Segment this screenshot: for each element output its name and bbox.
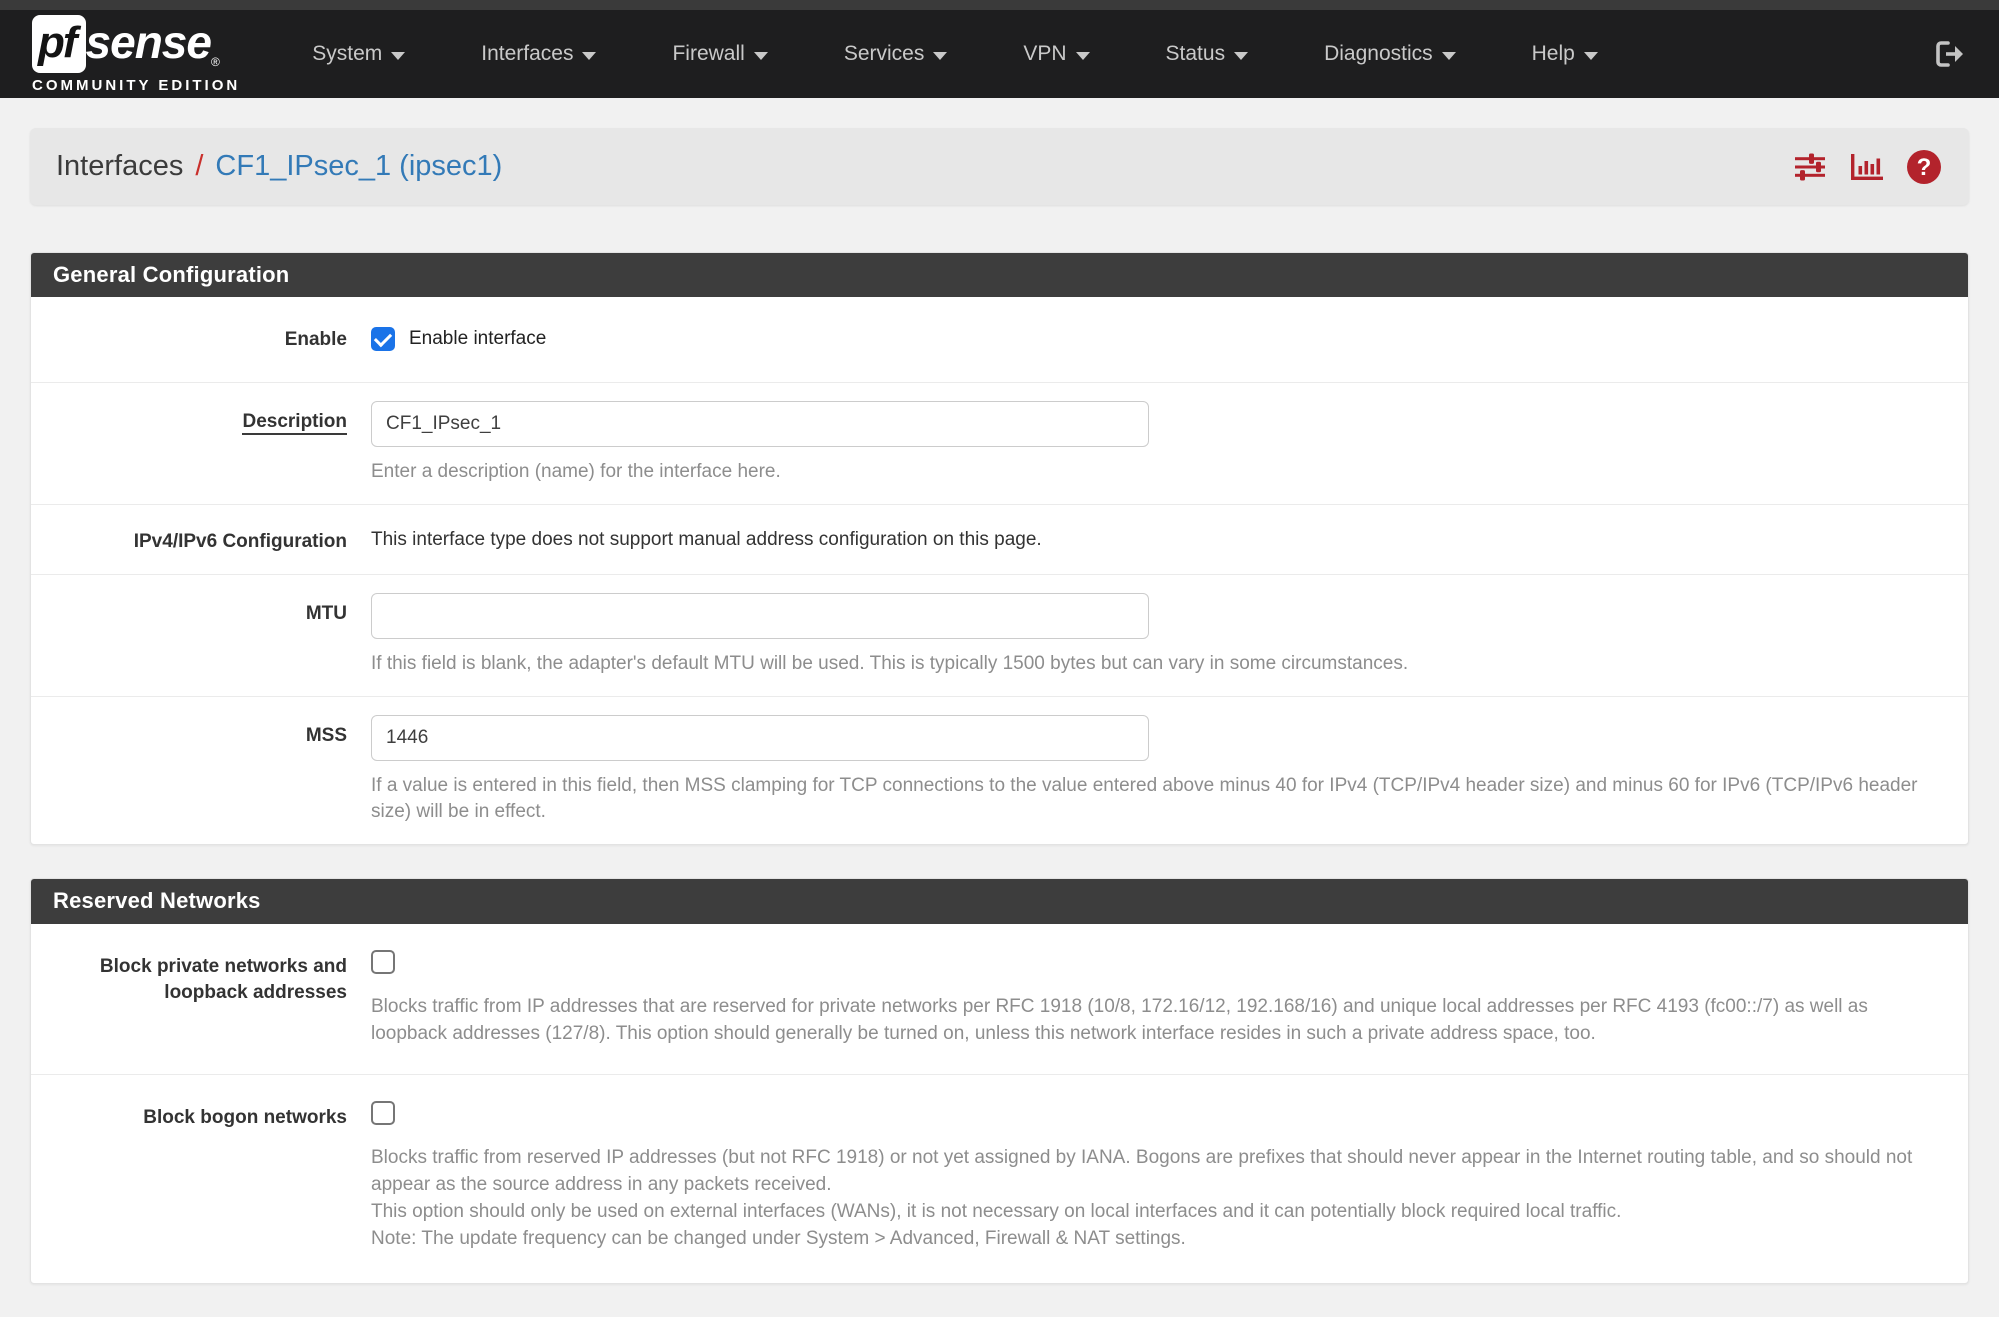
enable-label: Enable (284, 329, 347, 351)
mtu-help: If this field is blank, the adapter's default MTU will be used. This is typically 1500 bytes but can vary in some circumstances. (371, 652, 1409, 674)
mtu-input[interactable] (371, 593, 1149, 639)
mtu-row (31, 575, 1968, 697)
nav-item-label: Help (1531, 42, 1575, 65)
main-navbar (0, 10, 1999, 98)
pfsense-logo-text (32, 15, 240, 73)
mss-input[interactable] (371, 715, 1149, 761)
caret-down-icon (582, 52, 596, 60)
block-bogon-help-2: This option should only be used on external interfaces (WANs), it is not necessary on local interfaces and it can potentially block required local traffic. (371, 1200, 1622, 1222)
caret-down-icon (1076, 52, 1090, 60)
caret-down-icon (1234, 52, 1248, 60)
reserved-networks-heading: Reserved Networks (31, 879, 1968, 923)
nav-item-label: System (312, 42, 383, 65)
status-sliders-icon[interactable] (1793, 152, 1827, 182)
nav-item-help[interactable] (1532, 42, 1598, 66)
enable-row (31, 297, 1968, 383)
enable-interface-toggle[interactable] (371, 325, 1944, 351)
breadcrumb-page-link[interactable]: CF1_IPsec_1 (ipsec1) (215, 150, 503, 182)
block-private-row (31, 924, 1968, 1075)
breadcrumb-separator: / (195, 150, 204, 182)
block-bogon-checkbox[interactable] (371, 1101, 395, 1125)
block-private-help: Blocks traffic from IP addresses that are reserved for private networks per RFC 1918 (10/8, 172.16/12, 192.168/16) and unique local addresses per RFC 4193 (fc00::/7) as well as loopback addresses (127/8). This option should generally be turned on, unless this network interface resides in such a private address space, too. (371, 995, 1868, 1044)
block-bogon-help-1: Blocks traffic from reserved IP addresses (but not RFC 1918) or not yet assigned by IANA. Bogons are prefixes that should never appear in the Internet routing table, and so should not appear as the source address in any packets received. (371, 1146, 1913, 1195)
ip-configuration-row (31, 505, 1968, 575)
breadcrumb-section: Interfaces (56, 150, 184, 182)
nav-item-status[interactable] (1166, 42, 1249, 66)
description-label (31, 401, 371, 486)
top-strip (0, 0, 1999, 10)
pfsense-logo-pf: pf (32, 15, 86, 73)
caret-down-icon (933, 52, 947, 60)
breadcrumb (30, 128, 1969, 205)
mss-row (31, 697, 1968, 845)
mtu-label: MTU (305, 602, 347, 624)
nav-item-diagnostics[interactable] (1324, 42, 1456, 66)
enable-interface-label[interactable]: Enable interface (409, 328, 547, 350)
nav-item-label: Status (1165, 42, 1226, 65)
breadcrumb-actions (1793, 148, 1943, 186)
caret-down-icon (1442, 52, 1456, 60)
nav-item-services[interactable] (844, 42, 948, 66)
nav-item-firewall[interactable] (672, 42, 767, 66)
reserved-networks-panel (30, 878, 1969, 1283)
pfsense-logo[interactable] (32, 15, 240, 94)
block-private-label: Block private networks and loopback addresses (99, 955, 347, 1004)
registered-mark: ® (210, 54, 220, 69)
nav-item-label: Diagnostics (1324, 42, 1433, 65)
monitoring-chart-icon[interactable] (1849, 152, 1883, 182)
block-bogon-help-3: Note: The update frequency can be changed under System > Advanced, Firewall & NAT settings. (371, 1227, 1186, 1249)
help-icon[interactable] (1905, 148, 1943, 186)
ip-configuration-label: IPv4/IPv6 Configuration (133, 530, 347, 552)
mss-help: If a value is entered in this field, then MSS clamping for TCP connections to the value entered above minus 40 for IPv4 (TCP/IPv4 header size) and minus 60 for IPv6 (TCP/IPv6 header size) will be in effect. (371, 774, 1918, 823)
page-title (56, 150, 502, 183)
nav-item-interfaces[interactable] (481, 42, 596, 66)
nav-menu (312, 42, 1933, 66)
general-configuration-heading: General Configuration (31, 253, 1968, 297)
nav-item-system[interactable] (312, 42, 405, 66)
svg-text:?: ? (1916, 153, 1932, 181)
general-configuration-panel (30, 252, 1969, 845)
pfsense-logo-sense: sense (85, 15, 211, 68)
description-row (31, 383, 1968, 505)
description-input[interactable] (371, 401, 1149, 447)
mss-label: MSS (305, 724, 347, 746)
nav-item-label: Firewall (672, 42, 745, 65)
logout-icon[interactable] (1933, 39, 1967, 69)
nav-item-label: Interfaces (481, 42, 574, 65)
block-bogon-label: Block bogon networks (143, 1106, 347, 1128)
nav-item-vpn[interactable] (1023, 42, 1089, 66)
block-bogon-row (31, 1075, 1968, 1283)
caret-down-icon (1584, 52, 1598, 60)
block-private-checkbox[interactable] (371, 950, 395, 974)
nav-item-label: Services (843, 42, 925, 65)
enable-interface-checkbox[interactable] (371, 327, 395, 351)
description-label-text: Description (242, 411, 347, 435)
pfsense-logo-edition: COMMUNITY EDITION (32, 76, 241, 94)
ip-configuration-text: This interface type does not support manual address configuration on this page. (371, 528, 1042, 550)
description-help: Enter a description (name) for the interface here. (371, 460, 781, 482)
nav-item-label: VPN (1023, 42, 1067, 65)
caret-down-icon (754, 52, 768, 60)
caret-down-icon (391, 52, 405, 60)
